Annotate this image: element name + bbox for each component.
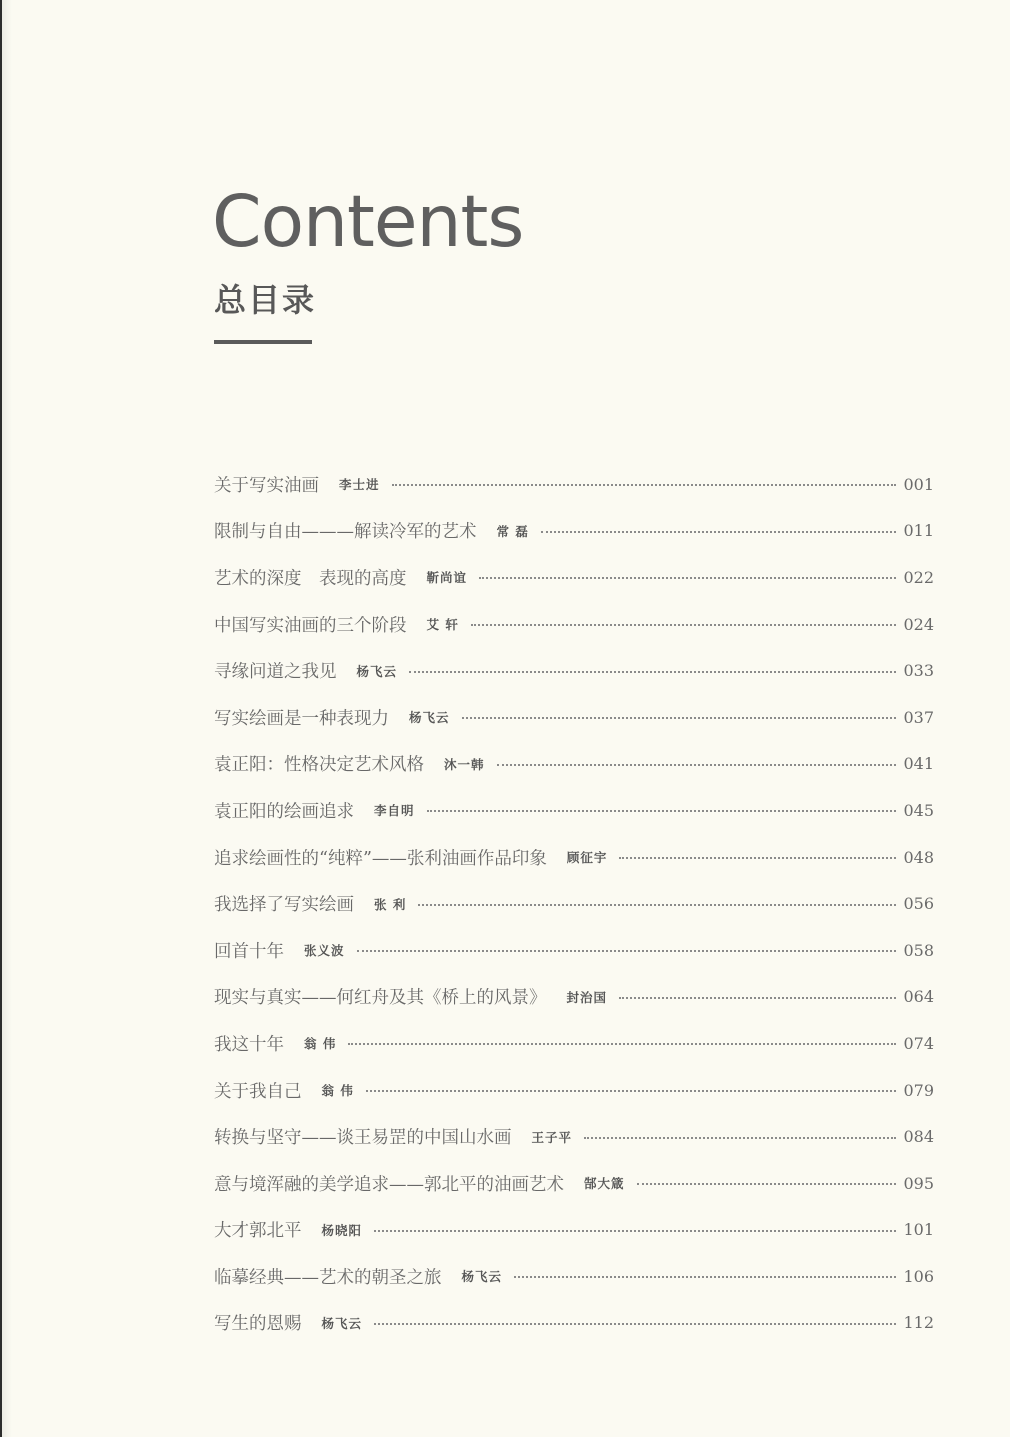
toc-entry[interactable] — [214, 927, 934, 974]
table-of-contents — [214, 461, 934, 1346]
toc-entry-page: 037 — [903, 707, 934, 727]
toc-entry-author: 沐一韩 — [444, 756, 485, 772]
toc-entry-title: 意与境浑融的美学追求——郭北平的油画艺术 — [214, 1174, 564, 1195]
toc-entry[interactable] — [214, 741, 934, 788]
toc-entry-page: 048 — [903, 847, 934, 867]
page-title-chinese: 总目录 — [214, 281, 317, 319]
toc-entry[interactable] — [214, 1113, 934, 1160]
toc-entry-page: 045 — [903, 800, 934, 820]
toc-entry[interactable] — [214, 880, 934, 927]
dot-leader — [427, 810, 896, 812]
toc-entry-title: 袁正阳的绘画追求 — [214, 801, 354, 822]
toc-entry[interactable] — [214, 1067, 934, 1114]
dot-leader — [584, 1137, 896, 1139]
toc-entry-page: 001 — [903, 474, 934, 494]
toc-entry[interactable] — [214, 974, 934, 1021]
toc-entry-title: 中国写实油画的三个阶段 — [214, 615, 407, 636]
toc-entry-page: 011 — [903, 521, 934, 541]
dot-leader — [619, 857, 896, 859]
toc-entry-author: 艾 轩 — [426, 617, 459, 633]
toc-entry-page: 041 — [903, 754, 934, 774]
dot-leader — [514, 1276, 896, 1278]
toc-entry[interactable] — [214, 1160, 934, 1207]
dot-leader — [497, 764, 896, 766]
toc-entry[interactable] — [214, 647, 934, 694]
toc-entry-page: 095 — [903, 1173, 934, 1193]
dot-leader — [374, 1230, 896, 1232]
dot-leader — [637, 1183, 896, 1185]
toc-entry[interactable] — [214, 461, 934, 508]
dot-leader — [471, 624, 896, 626]
toc-entry[interactable] — [214, 508, 934, 555]
toc-entry-title: 转换与坚守——谈王易罡的中国山水画 — [214, 1128, 512, 1149]
toc-entry-page: 033 — [903, 661, 934, 681]
toc-entry-author: 王子平 — [531, 1129, 573, 1145]
toc-entry-page: 079 — [903, 1080, 934, 1100]
toc-entry-author: 杨飞云 — [356, 663, 398, 679]
page-title-english: Contents — [212, 180, 524, 263]
dot-leader — [418, 904, 896, 906]
toc-entry-author: 杨飞云 — [409, 710, 450, 726]
toc-entry[interactable] — [214, 787, 934, 834]
toc-entry-author: 杨飞云 — [461, 1269, 503, 1285]
toc-entry[interactable] — [214, 1253, 934, 1300]
toc-entry-author: 杨晓阳 — [321, 1222, 363, 1238]
toc-entry[interactable] — [214, 1020, 934, 1067]
toc-entry-title: 艺术的深度 表现的高度 — [214, 568, 407, 589]
toc-entry[interactable] — [214, 601, 934, 648]
toc-entry-page: 056 — [903, 894, 934, 914]
dot-leader — [348, 1043, 896, 1045]
toc-entry-author: 李士进 — [339, 477, 380, 493]
dot-leader — [357, 950, 896, 952]
toc-entry-title: 回首十年 — [214, 941, 284, 962]
toc-entry-page: 106 — [903, 1266, 934, 1286]
toc-entry-title: 关于写实油画 — [214, 475, 319, 496]
toc-entry-page: 074 — [903, 1033, 934, 1053]
toc-entry[interactable] — [214, 1300, 934, 1347]
toc-entry-title: 袁正阳：性格决定艺术风格 — [214, 755, 424, 776]
toc-entry-page: 084 — [903, 1127, 934, 1147]
toc-entry-title: 我这十年 — [214, 1034, 284, 1055]
toc-entry-author: 杨飞云 — [321, 1315, 363, 1331]
toc-entry-title: 写生的恩赐 — [214, 1314, 302, 1335]
dot-leader — [409, 671, 896, 673]
title-underline — [214, 340, 312, 344]
toc-entry-page: 101 — [903, 1220, 934, 1240]
dot-leader — [619, 997, 896, 999]
toc-entry-title: 寻缘问道之我见 — [214, 662, 337, 683]
toc-entry-author: 靳尚谊 — [426, 570, 468, 586]
toc-entry-title: 限制与自由———解读冷军的艺术 — [214, 522, 477, 543]
toc-entry-author: 顾征宇 — [566, 850, 608, 866]
toc-entry-title: 现实与真实——何红舟及其《桥上的风景》 — [214, 988, 547, 1009]
toc-entry[interactable] — [214, 834, 934, 881]
toc-entry-title: 写实绘画是一种表现力 — [214, 708, 389, 729]
dot-leader — [392, 484, 896, 486]
toc-entry-title: 我选择了写实绘画 — [214, 895, 354, 916]
page-edge-shadow — [2, 0, 12, 1437]
toc-entry-author: 张 利 — [374, 896, 407, 912]
toc-entry[interactable] — [214, 694, 934, 741]
toc-entry-author: 翁 伟 — [304, 1036, 337, 1052]
toc-entry[interactable] — [214, 554, 934, 601]
toc-entry-author: 翁 伟 — [321, 1083, 354, 1099]
dot-leader — [374, 1323, 896, 1325]
dot-leader — [541, 531, 896, 533]
toc-entry-title: 大才郭北平 — [214, 1221, 302, 1242]
dot-leader — [366, 1090, 896, 1092]
toc-entry-page: 024 — [903, 614, 934, 634]
toc-entry-page: 058 — [903, 940, 934, 960]
toc-entry-title: 临摹经典——艺术的朝圣之旅 — [214, 1267, 442, 1288]
toc-entry-author: 张义波 — [304, 943, 345, 959]
toc-entry-page: 064 — [903, 987, 934, 1007]
toc-entry-author: 常 磊 — [496, 523, 529, 539]
toc-entry-page: 022 — [903, 567, 934, 587]
dot-leader — [462, 717, 896, 719]
toc-entry-author: 封治国 — [566, 989, 608, 1005]
toc-entry-title: 关于我自己 — [214, 1081, 302, 1102]
toc-entry-author: 郜大箴 — [584, 1176, 625, 1192]
toc-entry-page: 112 — [903, 1313, 934, 1333]
toc-entry-author: 李自明 — [374, 803, 415, 819]
dot-leader — [479, 577, 896, 579]
toc-entry[interactable] — [214, 1207, 934, 1254]
toc-entry-title: 追求绘画性的“纯粹”——张利油画作品印象 — [214, 848, 547, 869]
